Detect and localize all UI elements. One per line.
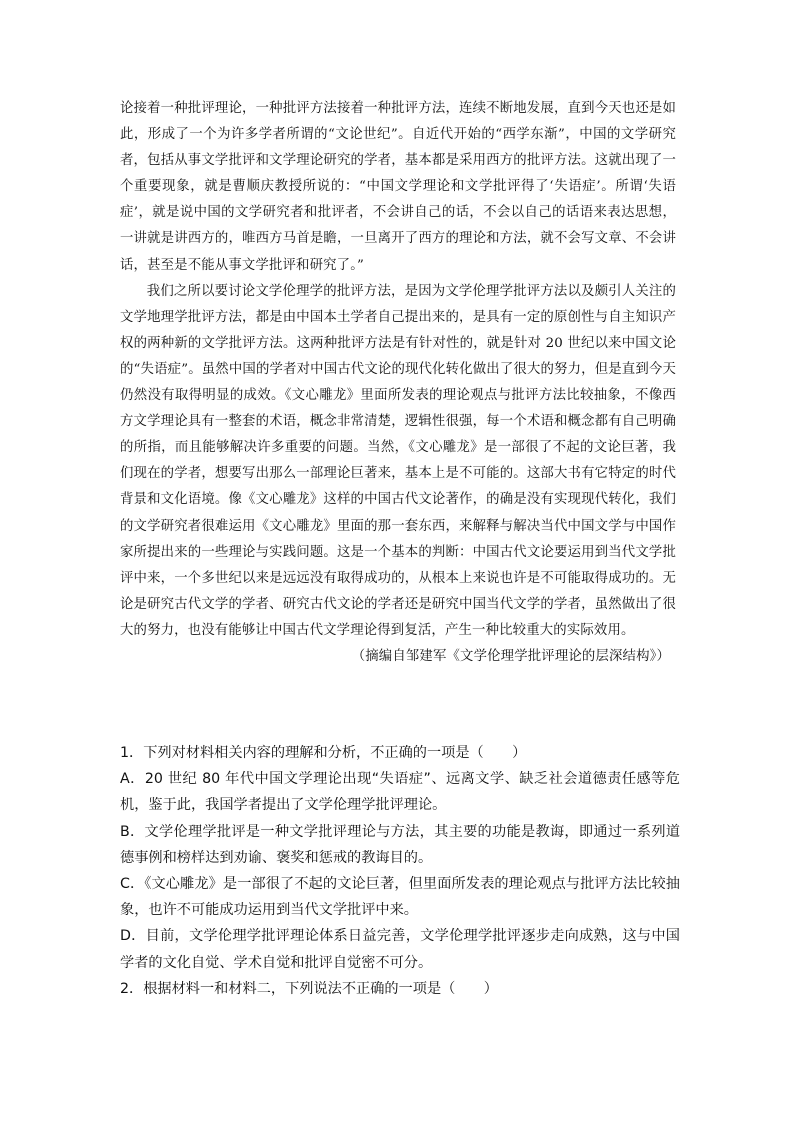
passage-paragraph-2: 我们之所以要讨论文学伦理学的批评方法，是因为文学伦理学批评方法以及颇引人关注的文学地理学批评方法，都是由中国本土学者自己提出来的，是具有一定的原创性与自主知识产权的两种新的文学批评方法。这两种批评方法是有针对性的，就是针对 20 世纪以来中国文论的“失语症”。虽然中国的学者对中国古代文论的现代化转化做出了很大的努力，但是直到今天仍然没有取得明显的成效。《文心雕龙》里面所发表的理论观点与批评方法比较抽象，不像西方文学理论具有一整套的术语，概念非常清楚，逻辑性很强，每一个术语和概念都有自己明确的所指，而且能够解决许多重要的问题。当然，《文心雕龙》是一部很了不起的文论巨著，我们现在的学者，想要写出那么一部理论巨著来，基本上是不可能的。这部大书有它特定的时代背景和文化语境。像《文心雕龙》这样的中国古代文论著作，的确是没有实现现代转化，我们的文学研究者很难运用《文心雕龙》里面的那一套东西，来解释与解决当代中国文学与中国作家所提出来的一些理论与实践问题。这是一个基本的判断：中国古代文论要运用到当代文学批评中来，一个多世纪以来是远远没有取得成功的，从根本上来说也许是不可能取得成功的。无论是研究古代文学的学者、研究古代文论的学者还是研究中国当代文学的学者，虽然做出了很大的努力，也没有能够让中国古代文学理论得到复活，产生一种比较重大的实际效用。 (120, 283, 676, 638)
question-1-option-b: B．文学伦理学批评是一种文学批评理论与方法，其主要的功能是教诲，即通过一系列道德事例和榜样达到劝谕、褒奖和惩戒的教诲目的。 (120, 823, 680, 866)
question-1-stem: 1．下列对材料相关内容的理解和分析，不正确的一项是（ ） (120, 745, 527, 761)
reading-passage (120, 96, 676, 670)
question-section (120, 740, 680, 1002)
question-1-option-a: A．20 世纪 80 年代中国文学理论出现“失语症”、远离文学、缺乏社会道德责任感等危机，鉴于此，我国学者提出了文学伦理学批评理论。 (120, 771, 680, 814)
question-1-option-c: C．《文心雕龙》是一部很了不起的文论巨著，但里面所发表的理论观点与批评方法比较抽象，也许不可能成功运用到当代文学批评中来。 (120, 876, 680, 919)
question-1-option-d: D．目前，文学伦理学批评理论体系日益完善，文学伦理学批评逐步走向成熟，这与中国学者的文化自觉、学术自觉和批评自觉密不可分。 (120, 928, 680, 971)
question-2-stem: 2．根据材料一和材料二，下列说法不正确的一项是（ ） (120, 980, 498, 997)
passage-source: （摘编自邹建军《文学伦理学批评理论的层深结构》） (351, 648, 670, 664)
passage-paragraph-1: 论接着一种批评理论，一种批评方法接着一种批评方法，连续不断地发展，直到今天也还是如此，形成了一个为许多学者所谓的“文论世纪”。自近代开始的“西学东渐”，中国的文学研究者，包括从事文学批评和文学理论研究的学者，基本都是采用西方的批评方法。这就出现了一个重要现象，就是曹顺庆教授所说的：“中国文学理论和文学批评得了‘失语症’。所谓‘失语症’，就是说中国的文学研究者和批评者，不会讲自己的话，不会以自己的话语来表达思想，一讲就是讲西方的，唯西方马首是瞻，一旦离开了西方的理论和方法，就不会写文章、不会讲话，甚至是不能从事文学批评和研究了。” (120, 101, 676, 273)
